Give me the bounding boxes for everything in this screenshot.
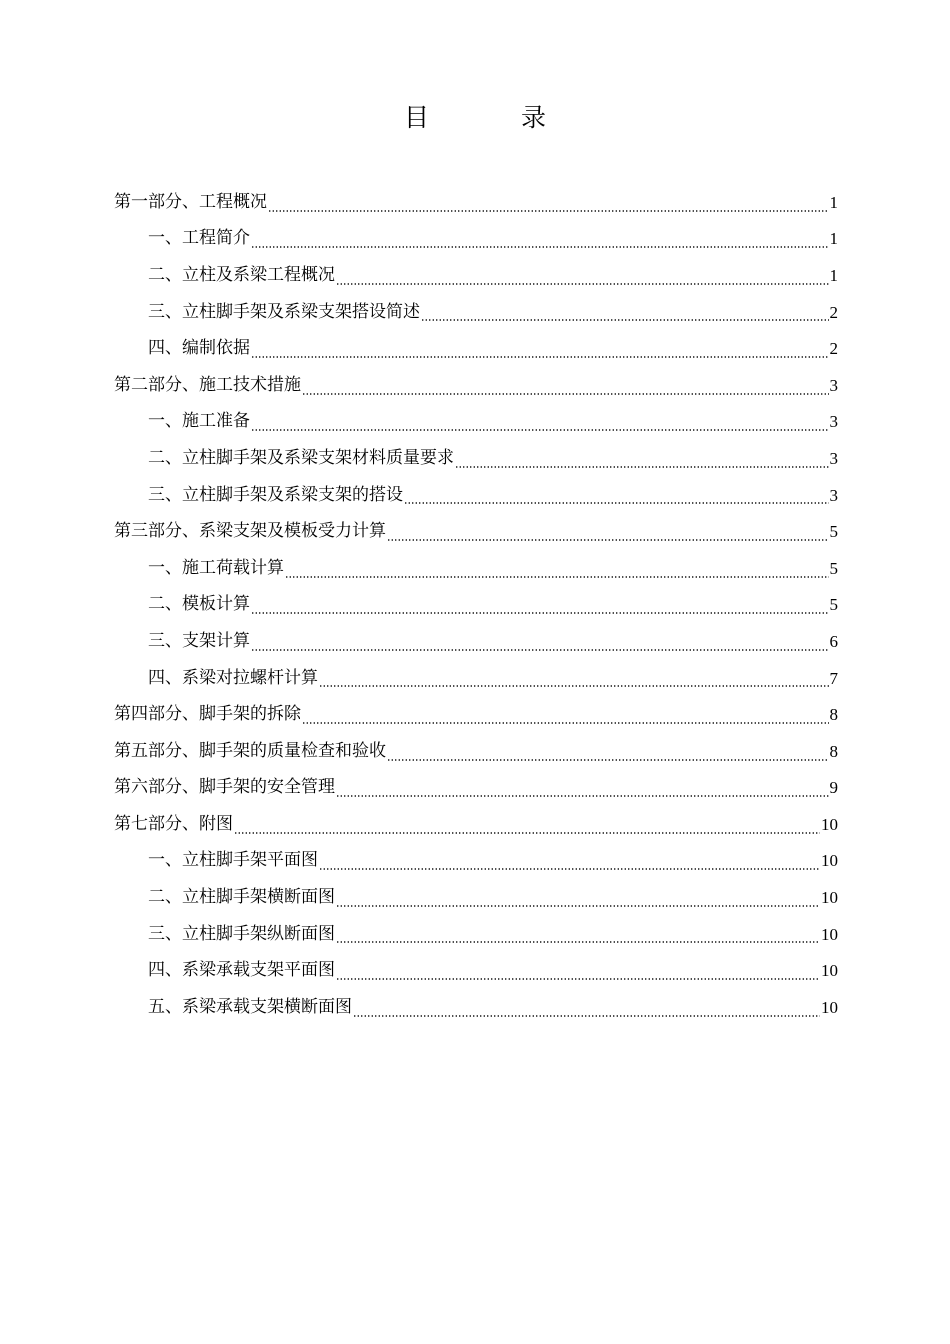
toc-entry-section[interactable] [114,916,838,953]
toc-entry-section[interactable] [114,221,838,258]
toc-entry-label: 五、系梁承载支架横断面图 [148,996,352,1017]
toc-entry-page-number: 1 [829,192,838,212]
toc-title-char-1: 目 [404,103,430,132]
toc-dot-leader [387,539,829,541]
toc-entry-label: 第一部分、工程概况 [114,191,267,212]
toc-dot-leader [285,576,829,578]
toc-dot-leader [251,356,829,358]
toc-entry-label: 三、立柱脚手架及系梁支架搭设简述 [148,301,420,322]
toc-entry-label: 二、模板计算 [148,594,250,615]
toc-entry-label: 一、工程简介 [148,228,250,249]
toc-entry-section[interactable] [114,330,838,367]
toc-entry-label: 四、系梁对拉螺杆计算 [148,667,318,688]
toc-entry-label: 三、立柱脚手架纵断面图 [148,923,335,944]
toc-entry-section[interactable] [114,952,838,989]
toc-entry-page-number: 10 [821,997,838,1017]
toc-dot-leader [302,393,829,395]
toc-title-char-2: 录 [520,103,546,132]
toc-entry-section[interactable] [114,989,838,1026]
toc-entry-page-number: 10 [821,924,838,944]
toc-dot-leader [455,466,829,468]
toc-entry-label: 四、系梁承载支架平面图 [148,960,335,981]
toc-entry-page-number: 1 [829,265,838,285]
toc-entry-page-number: 5 [829,595,838,615]
toc-entry-page-number: 3 [829,375,838,395]
toc-dot-leader [319,868,820,870]
toc-entry-page-number: 2 [829,339,838,359]
toc-entry-part[interactable] [114,806,838,843]
toc-dot-leader [336,978,820,980]
toc-entry-label: 二、立柱及系梁工程概况 [148,264,335,285]
toc-entry-label: 第三部分、系梁支架及模板受力计算 [114,521,386,542]
toc-dot-leader [268,210,829,212]
toc-dot-leader [251,246,829,248]
toc-entry-section[interactable] [114,477,838,514]
toc-entry-section[interactable] [114,879,838,916]
toc-entry-page-number: 7 [829,668,838,688]
toc-entry-page-number: 10 [821,888,838,908]
toc-dot-leader [251,649,829,651]
toc-entry-label: 第四部分、脚手架的拆除 [114,704,301,725]
toc-entry-label: 一、施工荷载计算 [148,557,284,578]
toc-dot-leader [353,1015,820,1017]
toc-entry-page-number: 10 [821,814,838,834]
toc-entry-label: 第二部分、施工技术措施 [114,374,301,395]
toc-entry-part[interactable] [114,184,838,221]
toc-dot-leader [319,685,829,687]
toc-entry-label: 第六部分、脚手架的安全管理 [114,777,335,798]
toc-entry-label: 二、立柱脚手架及系梁支架材料质量要求 [148,447,454,468]
toc-dot-leader [251,612,829,614]
toc-entry-label: 一、施工准备 [148,411,250,432]
toc-entry-section[interactable] [114,440,838,477]
toc-dot-leader [336,283,829,285]
toc-entry-section[interactable] [114,294,838,331]
toc-entry-section[interactable] [114,587,838,624]
toc-entry-page-number: 3 [829,412,838,432]
toc-entry-page-number: 3 [829,485,838,505]
toc-entry-section[interactable] [114,550,838,587]
toc-dot-leader [387,759,829,761]
toc-entry-page-number: 9 [829,778,838,798]
toc-dot-leader [336,905,820,907]
toc-entry-page-number: 10 [821,851,838,871]
toc-entry-page-number: 5 [829,522,838,542]
toc-entry-label: 一、立柱脚手架平面图 [148,850,318,871]
toc-entry-page-number: 5 [829,558,838,578]
toc-entry-part[interactable] [114,513,838,550]
toc-entry-section[interactable] [114,843,838,880]
toc-dot-leader [421,319,829,321]
toc-entry-page-number: 3 [829,448,838,468]
toc-dot-leader [336,941,820,943]
toc-entry-label: 第五部分、脚手架的质量检查和验收 [114,740,386,761]
toc-entry-section[interactable] [114,623,838,660]
toc-entry-section[interactable] [114,660,838,697]
toc-dot-leader [302,722,829,724]
toc-entry-page-number: 6 [829,631,838,651]
toc-entry-part[interactable] [114,367,838,404]
toc-entry-page-number: 8 [829,741,838,761]
toc-dot-leader [251,429,829,431]
toc-entry-part[interactable] [114,696,838,733]
toc-entry-label: 三、支架计算 [148,630,250,651]
toc-entry-label: 四、编制依据 [148,338,250,359]
toc-dot-leader [336,795,829,797]
toc-dot-leader [234,832,820,834]
toc-entry-label: 第七部分、附图 [114,813,233,834]
toc-entry-label: 二、立柱脚手架横断面图 [148,887,335,908]
toc-dot-leader [404,502,829,504]
toc-entry-page-number: 10 [821,961,838,981]
toc-entry-label: 三、立柱脚手架及系梁支架的搭设 [148,484,403,505]
toc-entry-page-number: 2 [829,302,838,322]
toc-entry-section[interactable] [114,257,838,294]
toc-entry-part[interactable] [114,770,838,807]
table-of-contents [114,184,838,1026]
toc-entry-page-number: 8 [829,705,838,725]
toc-title [0,98,950,134]
toc-entry-page-number: 1 [829,229,838,249]
toc-entry-section[interactable] [114,404,838,441]
toc-entry-part[interactable] [114,733,838,770]
